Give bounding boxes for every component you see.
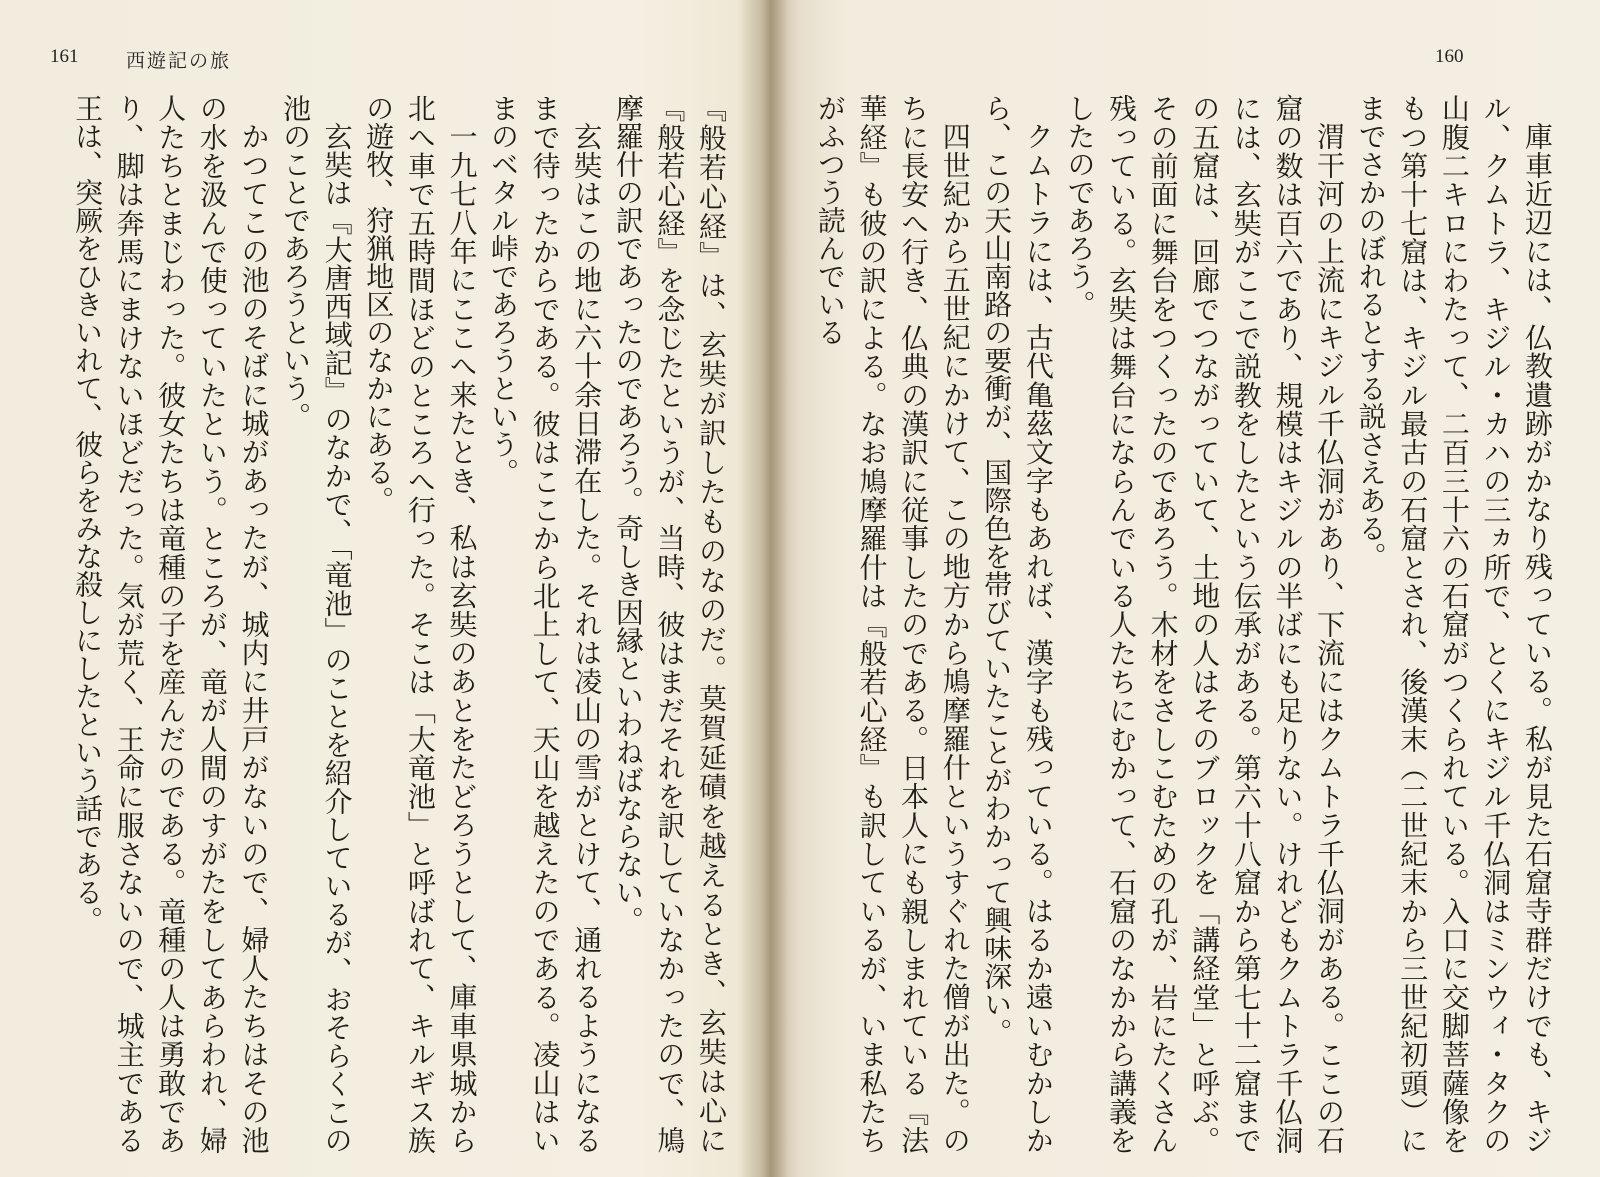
paragraph: 四世紀から五世紀にかけて、この地方から鳩摩羅什というすぐれた僧が出た。のちに長安へ行き、仏典の漢訳に従事したのである。日本人にも親しまれている『法華経』も彼の訳による。なお鳩摩羅什は『般若心経』も訳しているが、いま私たちがふつう読んでいる: [813, 94, 972, 1155]
paragraph: 一九七八年にここへ来たとき、私は玄奘のあとをたどろうとして、庫車県城から北へ車で五時間ほどのところへ行った。そこは「大竜池」と呼ばれて、キルギス族の遊牧、狩猟地区のなかにある。: [362, 94, 479, 1154]
page-number: 160: [1435, 46, 1464, 67]
paragraph: 玄奘は『大唐西域記』のなかで、「竜池」のことを紹介しているが、おそらくこの池のことであろうという。: [279, 94, 354, 1154]
paragraph: 渭干河の上流にキジル千仏洞があり、下流にはクムトラ千仏洞がある。ここの石窟の数は百六であり、規模はキジルの半ばにも足りない。けれどもクムトラ千仏洞には、玄奘がここで説教をしたという伝承がある。第六十八窟から第七十二窟までの五窟は、回廊でつながっていて、土地の人はそのブロックを「講経堂」と呼ぶ。その前面に舞台をつくったのであろう。木材をさしこむための孔が、岩にたくさん残っている。玄奘は舞台にならんでいる人たちにむかって、石窟のなかから講義をしたのであろう。: [1063, 94, 1347, 1154]
paragraph: 玄奘はこの地に六十余日滞在した。それは凌山の雪がとけて、通れるようになるまで待ったからである。彼はここから北上して、天山を越えたのである。凌山はいまのベタル峠であろうという。: [487, 94, 604, 1155]
paragraph: 庫車近辺には、仏教遺跡がかなり残っている。私が見た石窟寺群だけでも、キジル、クムトラ、キジル・カハの三ヵ所で、とくにキジル千仏洞はミンウィ・タクの山腹二キロにわたって、二百三十六の石窟がつくられている。入口に交脚菩薩像をもつ第十七窟は、キジル最古の石窟とされ、後漢末（二世紀末から三世紀初頭）にまでさかのぼれるとする説さえある。: [1354, 94, 1554, 1154]
paragraph: 『般若心経』は、玄奘が訳したものなのだ。莫賀延磧を越えるとき、玄奘は心に『般若心経』を念じたというが、当時、彼はまだそれを訳していなかったので、鳩摩羅什の訳であったのであろう。奇しき因縁といわねばならない。: [611, 94, 728, 1154]
running-head: 西遊記の旅: [126, 50, 232, 72]
left-page: [0, 0, 760, 1177]
body-text: [813, 94, 1558, 1155]
body-text: [20, 94, 732, 1154]
paragraph: クムトラには、古代亀茲文字もあれば、漢字も残っている。はるか遠いむかしから、この天山南路の要衝が、国際色を帯びていたことがわかって興味深い。: [980, 94, 1055, 1154]
paragraph: かつてこの池のそばに城があったが、城内に井戸がないので、婦人たちはその池の水を汲んで使っていたという。ところが、竜が人間のすがたをしてあらわれ、婦人たちとまじわった。彼女たちは竜種の子を産んだのである。竜種の人は勇敢であり、脚は奔馬にまけないほどだった。気が荒く、王命に服さないので、城主である王は、突厥をひきいれて、彼らをみな殺しにしたという話である。: [71, 94, 271, 1154]
right-page: [790, 0, 1600, 1177]
page-number: 161: [50, 46, 79, 67]
